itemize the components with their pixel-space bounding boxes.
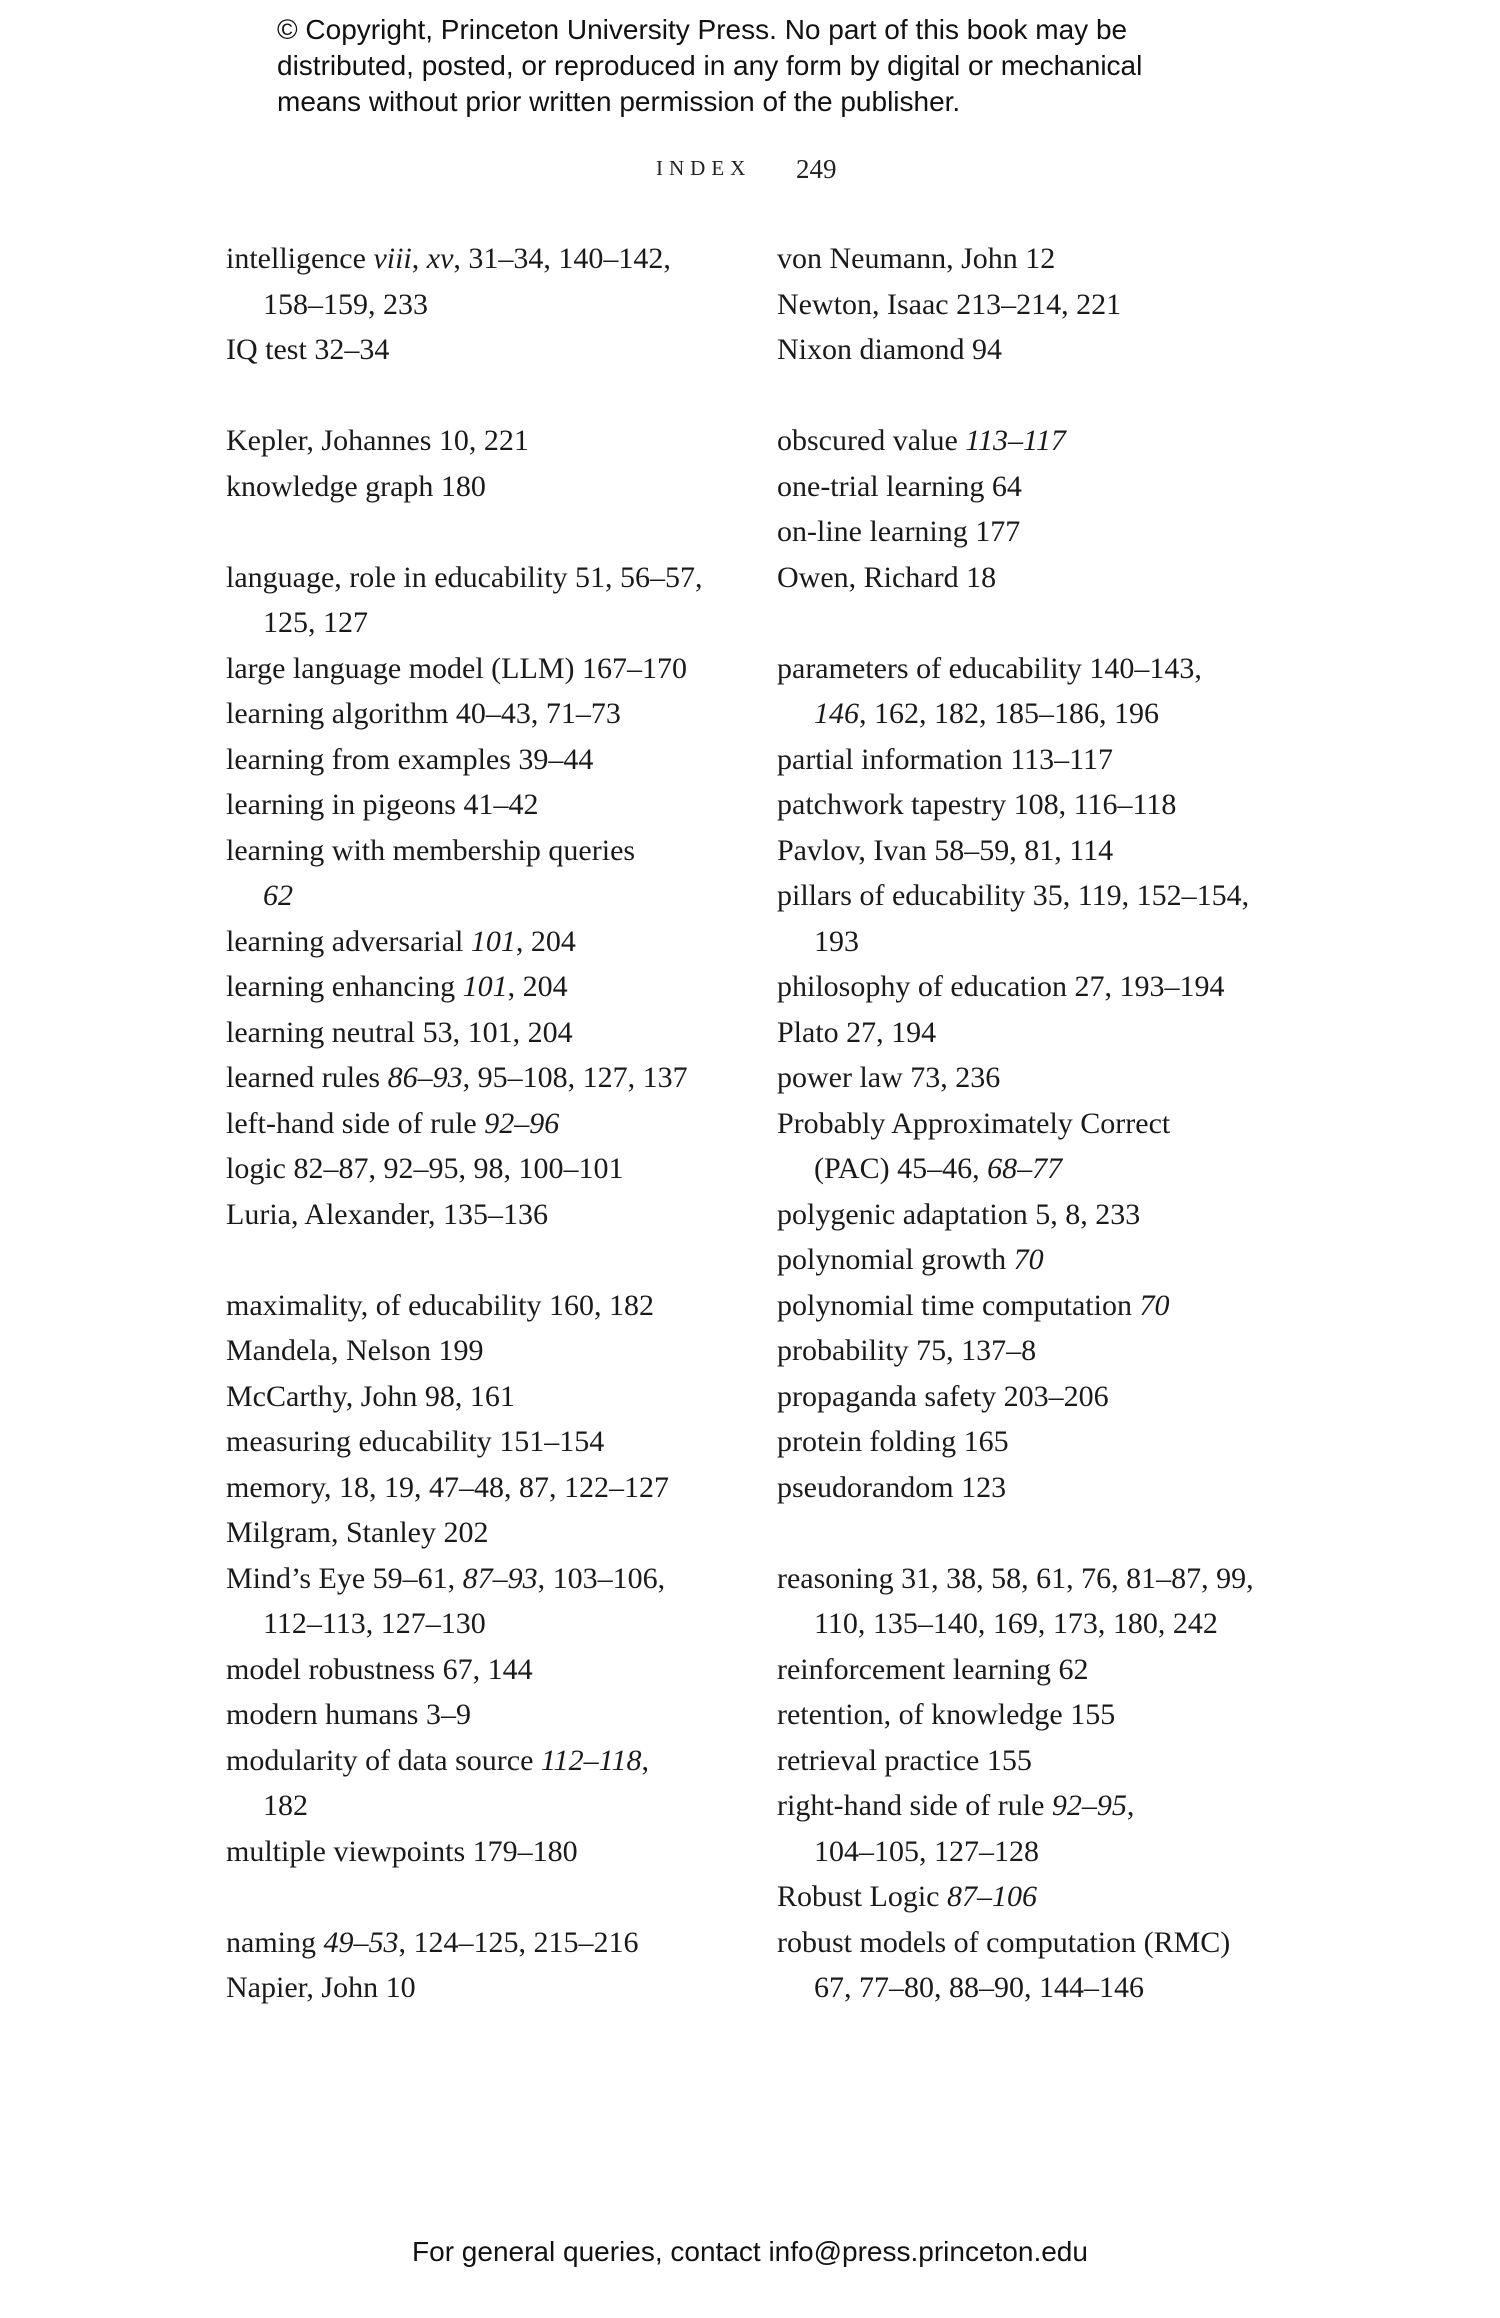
index-entry (226, 1055, 786, 1101)
blank-line (226, 373, 786, 419)
index-text: modern humans 3–9 (226, 1698, 471, 1731)
index-text: learning algorithm 40–43, 71–73 (226, 697, 621, 730)
index-text: learning from examples 39–44 (226, 742, 594, 776)
index-text: McCarthy, John 98, 161 (226, 1379, 515, 1413)
index-entry (777, 327, 1337, 373)
index-page-ref-italic: 49–53 (323, 1925, 399, 1959)
index-entry (777, 782, 1337, 828)
page-number: 249 (796, 154, 837, 184)
index-entry (777, 1783, 1337, 1829)
index-text: Luria, Alexander, 135–136 (226, 1197, 549, 1231)
index-text: retrieval practice 155 (777, 1743, 1032, 1777)
index-entry (777, 236, 1337, 282)
index-text: modularity of data source (226, 1743, 541, 1777)
footer-contact: For general queries, contact info@press.princeton.edu (412, 2236, 1088, 2267)
index-entry (777, 555, 1337, 601)
index-text: probability 75, 137–8 (777, 1334, 1037, 1367)
index-text: left-hand side of rule (226, 1106, 485, 1140)
index-entry-continuation (777, 1146, 1337, 1192)
index-page-ref-italic: 70 (1013, 1243, 1044, 1276)
copyright-line: © Copyright, Princeton University Press. No part of this book may be (277, 14, 1128, 45)
index-text: , 204 (515, 924, 576, 958)
index-text: 182 (263, 1789, 308, 1822)
index-entry (777, 1328, 1337, 1374)
index-page-ref-italic: 92–96 (484, 1106, 560, 1140)
index-entry-continuation (777, 919, 1337, 965)
index-text: , 162, 182, 185–186, 196 (859, 697, 1159, 730)
index-text: Newton, Isaac 213–214, 221 (777, 287, 1122, 321)
index-text: Mind’s Eye 59–61, (226, 1561, 463, 1595)
index-text: Nixon diamond 94 (777, 333, 1002, 366)
index-entry (777, 1237, 1337, 1283)
index-text: logic 82–87, 92–95, 98, 100–101 (226, 1152, 624, 1185)
index-entry-continuation (226, 600, 786, 646)
index-text: , (641, 1743, 649, 1777)
index-page-ref-italic: 113–117 (965, 424, 1066, 457)
index-entry (226, 236, 786, 282)
index-entry (226, 1510, 786, 1556)
index-column-right (777, 236, 1337, 2011)
index-entry (777, 418, 1337, 464)
index-entry (777, 646, 1337, 692)
index-entry (226, 828, 786, 874)
index-entry (226, 418, 786, 464)
index-entry (777, 964, 1337, 1010)
index-entry (226, 1692, 786, 1738)
index-text: polygenic adaptation 5, 8, 233 (777, 1197, 1141, 1231)
blank-line (226, 509, 786, 555)
index-text: Pavlov, Ivan 58–59, 81, 114 (777, 833, 1114, 867)
index-text: , 31–34, 140–142, (453, 242, 671, 275)
index-text: 112–113, 127–130 (263, 1607, 486, 1640)
index-text: large language model (LLM) 167–170 (226, 651, 687, 685)
index-text: Mandela, Nelson 199 (226, 1334, 484, 1367)
index-entry (777, 1692, 1337, 1738)
blank-line (226, 1237, 786, 1283)
index-page-ref-italic: 101 (462, 970, 508, 1003)
index-text: Kepler, Johannes 10, 221 (226, 424, 529, 457)
index-entry-continuation (226, 1783, 786, 1829)
index-entry (777, 464, 1337, 510)
index-text: 158–159, 233 (263, 287, 428, 321)
index-entry-continuation (777, 1601, 1337, 1647)
index-text: learning neutral 53, 101, 204 (226, 1015, 573, 1049)
copyright-line: means without prior written permission of the publisher. (277, 86, 961, 117)
index-entry (777, 1283, 1337, 1329)
index-entry (777, 1738, 1337, 1784)
index-text: on-line learning 177 (777, 515, 1021, 548)
index-text: learning adversarial (226, 924, 471, 958)
index-text: 104–105, 127–128 (814, 1834, 1039, 1868)
index-page-ref-italic: 112–118 (540, 1743, 642, 1777)
index-text: pseudorandom 123 (777, 1470, 1007, 1504)
index-entry (777, 1874, 1337, 1920)
index-text: philosophy of education 27, 193–194 (777, 970, 1225, 1003)
index-text: Robust Logic (777, 1880, 947, 1913)
index-column-left (226, 236, 786, 2011)
index-text: measuring educability 151–154 (226, 1425, 605, 1458)
index-entry (777, 828, 1337, 874)
index-entry (777, 873, 1337, 919)
index-text: partial information 113–117 (777, 742, 1114, 776)
index-page-ref-italic: xv (426, 242, 454, 275)
index-entry (226, 1010, 786, 1056)
index-entry-continuation (226, 282, 786, 328)
index-entry (777, 1556, 1337, 1602)
index-text: knowledge graph 180 (226, 469, 486, 503)
index-entry (777, 1055, 1337, 1101)
index-text: model robustness 67, 144 (226, 1652, 533, 1686)
index-entry (226, 1829, 786, 1875)
index-text: memory, 18, 19, 47–48, 87, 122–127 (226, 1470, 670, 1504)
index-entry (777, 737, 1337, 783)
index-entry (226, 327, 786, 373)
index-text: learning with membership queries (226, 833, 636, 867)
index-entry (226, 964, 786, 1010)
index-text: 110, 135–140, 169, 173, 180, 242 (814, 1607, 1218, 1640)
index-entry (226, 1738, 786, 1784)
index-text: learning in pigeons 41–42 (226, 788, 539, 821)
index-entry (777, 509, 1337, 555)
index-text: , 103–106, (537, 1561, 666, 1595)
index-entry (226, 1965, 786, 2011)
index-entry (226, 1192, 786, 1238)
index-entry-continuation (777, 1965, 1337, 2011)
copyright-notice (277, 12, 1277, 120)
index-text: Plato 27, 194 (777, 1015, 937, 1049)
index-entry (226, 1146, 786, 1192)
index-text: robust models of computation (RMC) (777, 1925, 1231, 1959)
index-page-ref-italic: 68–77 (987, 1152, 1063, 1185)
index-entry (777, 1101, 1337, 1147)
index-entry (777, 1465, 1337, 1511)
index-text: reasoning 31, 38, 58, 61, 76, 81–87, 99, (777, 1561, 1254, 1595)
copyright-line: distributed, posted, or reproduced in any form by digital or mechanical (277, 50, 1143, 81)
index-page-ref-italic: 86–93 (387, 1061, 463, 1094)
blank-line (777, 373, 1337, 419)
blank-line (777, 1510, 1337, 1556)
index-entry (226, 1465, 786, 1511)
index-entry (226, 1283, 786, 1329)
running-head (0, 152, 1500, 192)
index-entry (226, 1647, 786, 1693)
index-text: naming (226, 1925, 324, 1959)
index-entry (226, 1920, 786, 1966)
index-entry (226, 1374, 786, 1420)
index-entry (226, 1556, 786, 1602)
index-text: patchwork tapestry 108, 116–118 (777, 788, 1177, 821)
index-text: von Neumann, John 12 (777, 242, 1056, 275)
index-entry-continuation (777, 691, 1337, 737)
index-text: intelligence (226, 242, 374, 275)
index-text: power law 73, 236 (777, 1061, 1001, 1094)
index-text: , 95–108, 127, 137 (462, 1061, 688, 1094)
index-text: (PAC) 45–46, (814, 1152, 988, 1185)
index-text: , (411, 242, 427, 275)
index-text: Napier, John 10 (226, 1971, 416, 2004)
index-text: , (1126, 1789, 1135, 1822)
index-entry (777, 1920, 1337, 1966)
index-text: protein folding 165 (777, 1425, 1009, 1458)
section-title: INDEX (656, 156, 752, 180)
index-page-ref-italic: 101 (470, 924, 516, 958)
index-entry (226, 555, 786, 601)
index-entry (226, 691, 786, 737)
index-text: IQ test 32–34 (226, 333, 390, 366)
index-text: language, role in educability 51, 56–57, (226, 560, 703, 594)
index-text: multiple viewpoints 179–180 (226, 1834, 578, 1868)
index-text: polynomial time computation (777, 1288, 1140, 1322)
index-text: retention, of knowledge 155 (777, 1698, 1116, 1731)
index-text: parameters of educability 140–143, (777, 651, 1202, 685)
index-text: maximality, of educability 160, 182 (226, 1288, 654, 1322)
index-page-ref-italic: viii (373, 242, 412, 275)
index-page-ref-italic: 87–93 (462, 1561, 538, 1595)
index-entry (226, 1101, 786, 1147)
index-entry (226, 464, 786, 510)
index-page-ref-italic: 92–95 (1051, 1789, 1127, 1822)
index-text: one-trial learning 64 (777, 469, 1022, 503)
index-entry-continuation (226, 873, 786, 919)
index-entry (777, 1374, 1337, 1420)
index-text: learned rules (226, 1061, 388, 1094)
index-page-ref-italic: 62 (263, 879, 293, 912)
blank-line (226, 1874, 786, 1920)
index-text: reinforcement learning 62 (777, 1652, 1089, 1686)
index-text: , 124–125, 215–216 (398, 1925, 639, 1959)
index-page-ref-italic: 87–106 (947, 1880, 1037, 1913)
index-entry-continuation (777, 1829, 1337, 1875)
index-page-ref-italic: 70 (1139, 1288, 1170, 1322)
index-text: right-hand side of rule (777, 1789, 1052, 1822)
index-text: Owen, Richard 18 (777, 560, 997, 594)
index-entry (226, 646, 786, 692)
index-entry (777, 1192, 1337, 1238)
index-text: 193 (814, 924, 859, 958)
index-text: 67, 77–80, 88–90, 144–146 (814, 1971, 1144, 2004)
index-entry (226, 737, 786, 783)
index-page-ref-italic: 146 (814, 697, 859, 730)
blank-line (777, 600, 1337, 646)
index-entry (777, 1647, 1337, 1693)
index-text: polynomial growth (777, 1243, 1014, 1276)
index-text: 125, 127 (263, 606, 368, 639)
index-entry (226, 1328, 786, 1374)
index-entry (226, 1419, 786, 1465)
index-entry (777, 1419, 1337, 1465)
index-text: learning enhancing (226, 970, 463, 1003)
index-text: pillars of educability 35, 119, 152–154, (777, 879, 1250, 912)
index-entry (226, 919, 786, 965)
index-text: Milgram, Stanley 202 (226, 1516, 489, 1549)
index-entry (777, 1010, 1337, 1056)
index-entry (777, 282, 1337, 328)
index-text: obscured value (777, 424, 966, 457)
index-entry (226, 782, 786, 828)
index-text: , 204 (507, 970, 568, 1003)
index-text: Probably Approximately Correct (777, 1106, 1171, 1140)
index-text: propaganda safety 203–206 (777, 1379, 1109, 1413)
index-entry-continuation (226, 1601, 786, 1647)
